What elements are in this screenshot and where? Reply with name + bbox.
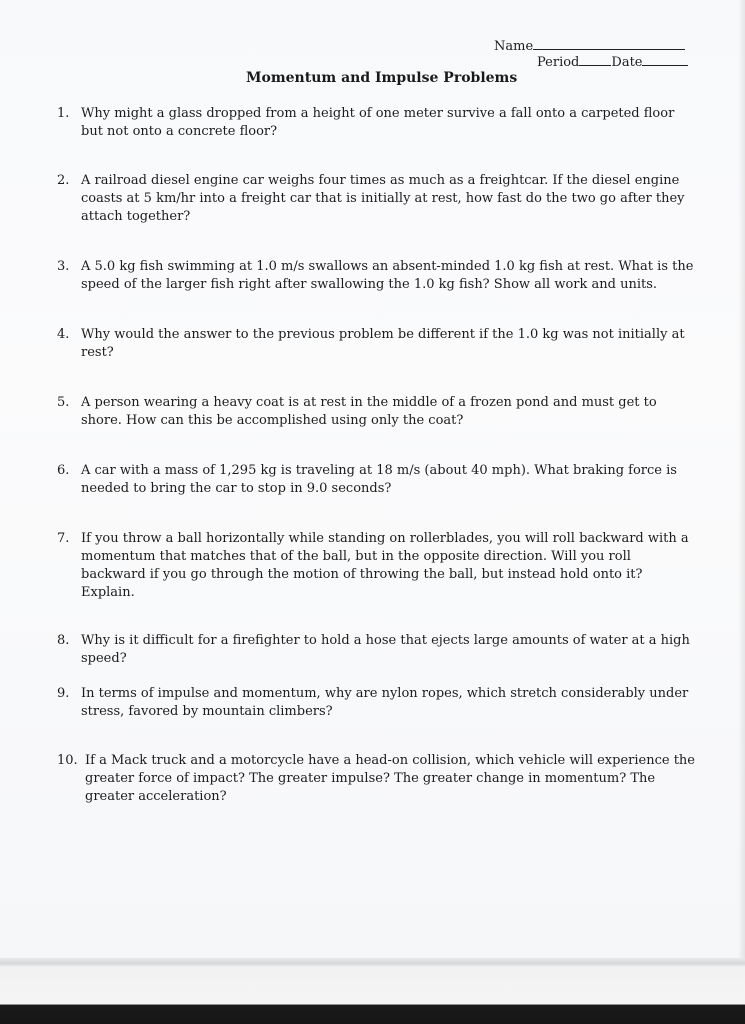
question-number: 8. bbox=[57, 633, 70, 648]
question-4 bbox=[57, 326, 697, 362]
question-number: 7. bbox=[57, 531, 70, 546]
question-text: Why would the answer to the previous problem be different if the 1.0 kg was not initially at rest? bbox=[81, 327, 685, 360]
scanner-bed-edge bbox=[0, 958, 745, 1024]
question-text: Why might a glass dropped from a height of one meter survive a fall onto a carpeted floor but not onto a concrete floor? bbox=[81, 106, 675, 139]
question-text: A railroad diesel engine car weighs four times as much as a freightcar. If the diesel engine coasts at 5 km/hr into a freight car that is initially at rest, how fast do the two go after they attach together? bbox=[81, 173, 685, 224]
question-number: 1. bbox=[57, 106, 70, 121]
question-text: If a Mack truck and a motorcycle have a head-on collision, which vehicle will experience the greater force of impact? The greater impulse? The greater change in momentum? The greater acceleration? bbox=[85, 753, 695, 804]
question-text: If you throw a ball horizontally while standing on rollerblades, you will roll backward with a momentum that matches that of the ball, but in the opposite direction. Will you roll backward if you go through the motion of throwing the ball, but instead hold onto it? Explain. bbox=[81, 531, 689, 600]
question-text: A car with a mass of 1,295 kg is traveling at 18 m/s (about 40 mph). What braking force is needed to bring the car to stop in 9.0 seconds? bbox=[81, 463, 677, 496]
question-text: Why is it difficult for a firefighter to hold a hose that ejects large amounts of water at a high speed? bbox=[81, 633, 690, 666]
question-text: A person wearing a heavy coat is at rest in the middle of a frozen pond and must get to shore. How can this be accomplished using only the coat? bbox=[81, 395, 657, 428]
question-number: 4. bbox=[57, 327, 70, 342]
page-title: Momentum and Impulse Problems bbox=[246, 70, 518, 86]
question-number: 5. bbox=[57, 395, 70, 410]
question-10 bbox=[57, 752, 697, 806]
period-label: Period bbox=[537, 55, 580, 70]
date-label: Date bbox=[611, 55, 643, 70]
question-9 bbox=[57, 685, 697, 721]
question-number: 2. bbox=[57, 173, 70, 188]
name-blank bbox=[533, 37, 685, 50]
question-text: In terms of impulse and momentum, why are nylon ropes, which stretch considerably under stress, favored by mountain climbers? bbox=[81, 686, 689, 719]
name-label: Name bbox=[494, 39, 534, 54]
question-7 bbox=[57, 530, 697, 602]
question-3 bbox=[57, 258, 697, 294]
question-6 bbox=[57, 462, 697, 498]
question-8 bbox=[57, 632, 697, 668]
question-number: 9. bbox=[57, 686, 70, 701]
question-5 bbox=[57, 394, 697, 430]
page-edge-shadow bbox=[738, 0, 745, 958]
question-2 bbox=[57, 172, 697, 226]
question-number: 6. bbox=[57, 463, 70, 478]
period-date-field bbox=[537, 53, 688, 70]
name-field bbox=[494, 37, 685, 54]
question-number: 10. bbox=[57, 753, 78, 768]
question-number: 3. bbox=[57, 259, 70, 274]
period-blank bbox=[579, 53, 611, 66]
date-blank bbox=[642, 53, 688, 66]
question-text: A 5.0 kg fish swimming at 1.0 m/s swallows an absent-minded 1.0 kg fish at rest. What is the speed of the larger fish right after swallowing the 1.0 kg fish? Show all work and units. bbox=[81, 259, 694, 292]
question-1 bbox=[57, 105, 697, 141]
